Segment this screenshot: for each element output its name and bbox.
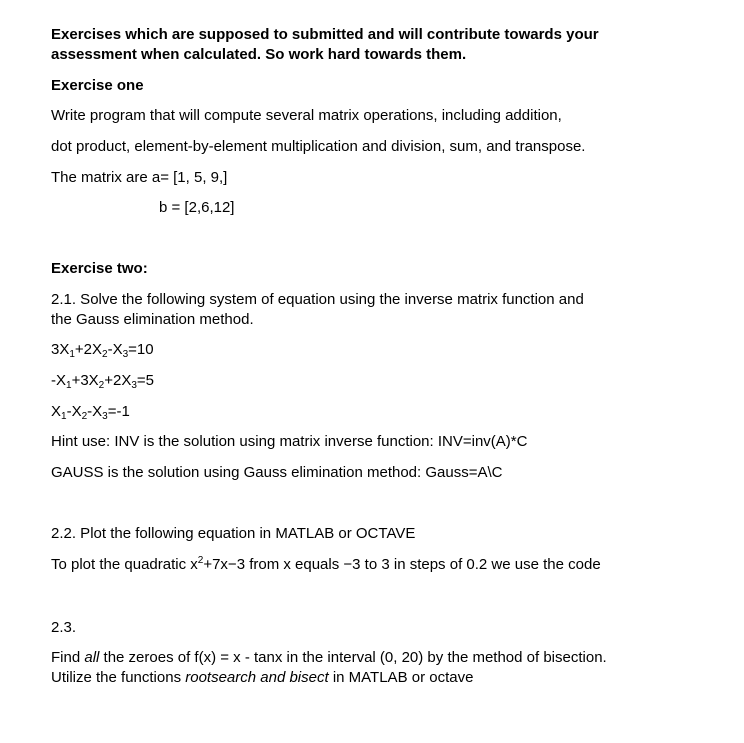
hint-inv: Hint use: INV is the solution using matrix inverse function: INV=inv(A)*C	[51, 433, 528, 450]
matrix-a: The matrix are a= [1, 5, 9,]	[51, 169, 228, 186]
q21-line-1: 2.1. Solve the following system of equation using the inverse matrix function and	[51, 291, 584, 308]
hint-gauss: GAUSS is the solution using Gauss elimination method: Gauss=A\C	[51, 464, 503, 481]
q22-text: To plot the quadratic $x^2+7x-3$ from x equals −3 to 3 in steps of 0.2 we use the code	[51, 555, 601, 573]
q23-title: 2.3.	[51, 619, 77, 636]
exercise-one-text-1: Write program that will compute several matrix operations, including addition,	[51, 107, 562, 124]
q23-line-1: Find all the zeroes of f(x) = x - tanx in the interval (0, 20) by the method of bisection.	[51, 649, 607, 666]
equation-1: $3X_1+2X_2-X_3=10$	[51, 341, 154, 360]
matrix-b: b = [2,6,12]	[159, 199, 235, 216]
q21-line-2: the Gauss elimination method.	[51, 311, 254, 328]
exercise-one-text-2: dot product, element-by-element multiplication and division, sum, and transpose.	[51, 138, 586, 155]
exercise-two-heading: Exercise two:	[51, 260, 148, 277]
q22-title: 2.2. Plot the following equation in MATLAB or OCTAVE	[51, 525, 416, 542]
q23-line-2: Utilize the functions rootsearch and bisect in MATLAB or octave	[51, 669, 474, 686]
equation-2: $-X_1+3X_2+2X_3=5$	[51, 372, 155, 391]
exercise-one-heading: Exercise one	[51, 77, 144, 94]
intro-line-2: assessment when calculated. So work hard towards them.	[51, 46, 467, 63]
equation-3: $X_1-X_2-X_3=-1$	[51, 403, 130, 422]
intro-line-1: Exercises which are supposed to submitted and will contribute towards your	[51, 26, 599, 43]
